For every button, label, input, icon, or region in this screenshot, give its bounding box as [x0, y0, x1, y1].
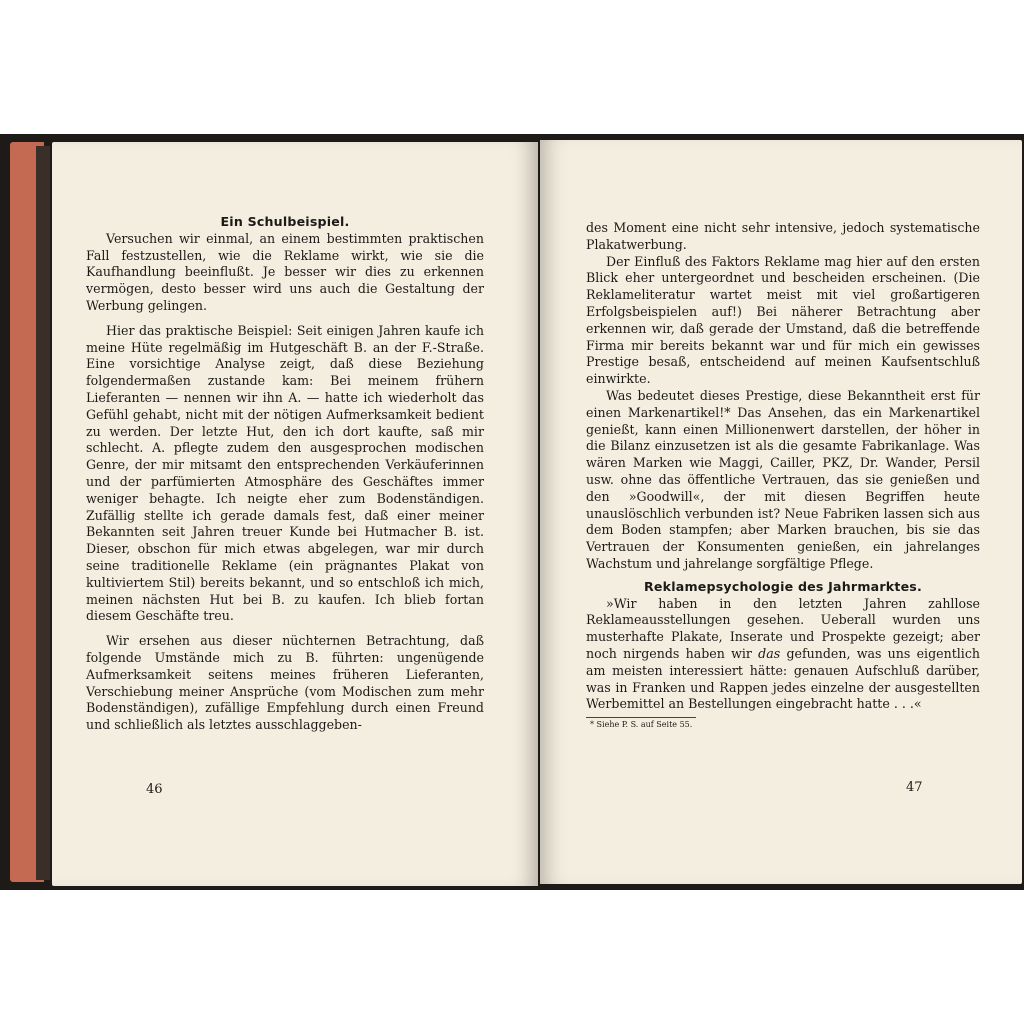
footnote-rule: [586, 717, 696, 718]
right-page-text: [586, 220, 980, 730]
left-page: [52, 142, 538, 886]
open-book: [0, 134, 1024, 890]
quote-italic-word: das: [758, 645, 781, 661]
right-paragraph: Was bedeutet dieses Prestige, diese Bekanntheit erst für einen Markenartikel!* Das Ansehen, das ein Markenartikel genießt, kann einen Millionenwert darstellen, der höher in die Bilanz einzusetzen ist als die gesamte Fabrikanlage. Was wären Marken wie Maggi, Cailler, PKZ, Dr. Wander, Persil usw. ohne das öffentliche Vertrauen, das sie genießen und den »Goodwill«, der mit diesen Begriffen heute unauslöschlich verbunden ist? Neue Fabriken lassen sich aus dem Boden stampfen; aber Marken brauchen, bis sie das Vertrauen der Konsumenten genießen, ein jahrelanges Wachstum und jahrelange sorgfältige Pflege.: [586, 387, 980, 571]
footnote: * Siehe P. S. auf Seite 55.: [590, 720, 693, 730]
left-heading: Ein Schulbeispiel.: [220, 214, 350, 229]
left-paragraph: Wir ersehen aus dieser nüchternen Betrachtung, daß folgende Umstände mich zu B. führten: ungenügende Aufmerksamkeit seitens meines früheren Lieferanten, Verschiebung meiner Ansprüche (vom Modischen zum mehr Bodenständigen), zufällige Empfehlung durch einen Freund und schließlich als letztes ausschlaggeben-: [86, 633, 484, 733]
right-page: [540, 140, 1022, 884]
right-paragraph: Der Einfluß des Faktors Reklame mag hier auf den ersten Blick eher untergeordnet und bescheiden erscheinen. (Die Reklameliteratur wartet meist mit viel großartigeren Erfolgsbeispielen auf!) Bei näherer Betrachtung aber erkennen wir, daß gerade der Umstand, daß die betreffende Firma mir bereits bekannt war und für mich ein gewisses Prestige besaß, entscheidend auf meinen Kaufsentschluß einwirkte.: [586, 253, 980, 387]
quote-text: »Wir haben in den letzten Jahren zahllose Reklameausstellungen gesehen. Ueberall wurden uns musterhafte Plakate, Inserate und Prospekte gezeigt; aber noch nirgends haben wir: [586, 595, 980, 661]
left-paragraph: Versuchen wir einmal, an einem bestimmten praktischen Fall festzustellen, wie die Reklame wirkt, wie sie die Kaufhandlung beeinflußt. Je besser wir dies zu erkennen vermögen, desto besser wird uns auch die Gestaltung der Werbung gelingen.: [86, 230, 484, 313]
page-number-left: 46: [146, 782, 163, 797]
quote-paragraph: [586, 596, 980, 714]
page-number-right: 47: [906, 780, 923, 795]
book-spine-edge: [36, 146, 50, 880]
right-paragraph: des Moment eine nicht sehr intensive, jedoch systematische Plakatwerbung.: [586, 220, 980, 252]
left-paragraph: Hier das praktische Beispiel: Seit einigen Jahren kaufe ich meine Hüte regelmäßig im Hutgeschäft B. an der F.-Straße. Eine vorsichtige Analyse zeigt, daß diese Beziehung folgendermaßen zustande kam: Bei meinem frühern Lieferanten — nennen wir ihn A. — hatte ich wiederholt das Gefühl gehabt, nicht mit der nötigen Aufmerksamkeit bedient zu werden. Der letzte Hut, den ich dort kaufte, saß mir schlecht. A. pflegte zudem den ausgesprochen modischen Genre, der mir mitsamt den entsprechenden Verkäuferinnen und der parfümierten Atmosphäre des Geschäftes immer weniger behagte. Ich neigte eher zum Bodenständigen. Zufällig stellte ich gerade damals fest, daß einer meiner Bekannten seit Jahren treuer Kunde bei Hutmacher B. ist. Dieser, obschon für mich etwas abgelegen, war mir durch seine traditionelle Reklame (ein prägnantes Plakat von kultiviertem Stil) bereits bekannt, und so entschloß ich mich, meinen nächsten Hut bei B. zu kaufen. Ich blieb fortan diesem Geschäfte treu.: [86, 322, 484, 624]
right-heading: Reklamepsychologie des Jahrmarktes.: [644, 578, 922, 594]
quote-text-end: gefunden, was uns eigentlich am meisten interessiert hätte: genauen Aufschluß darüber, was in Franken und Rappen jedes einzelne der ausgestellten Werbemittel an Bestellungen eingebracht hatte . . .«: [586, 645, 980, 712]
left-page-text: [86, 214, 484, 734]
